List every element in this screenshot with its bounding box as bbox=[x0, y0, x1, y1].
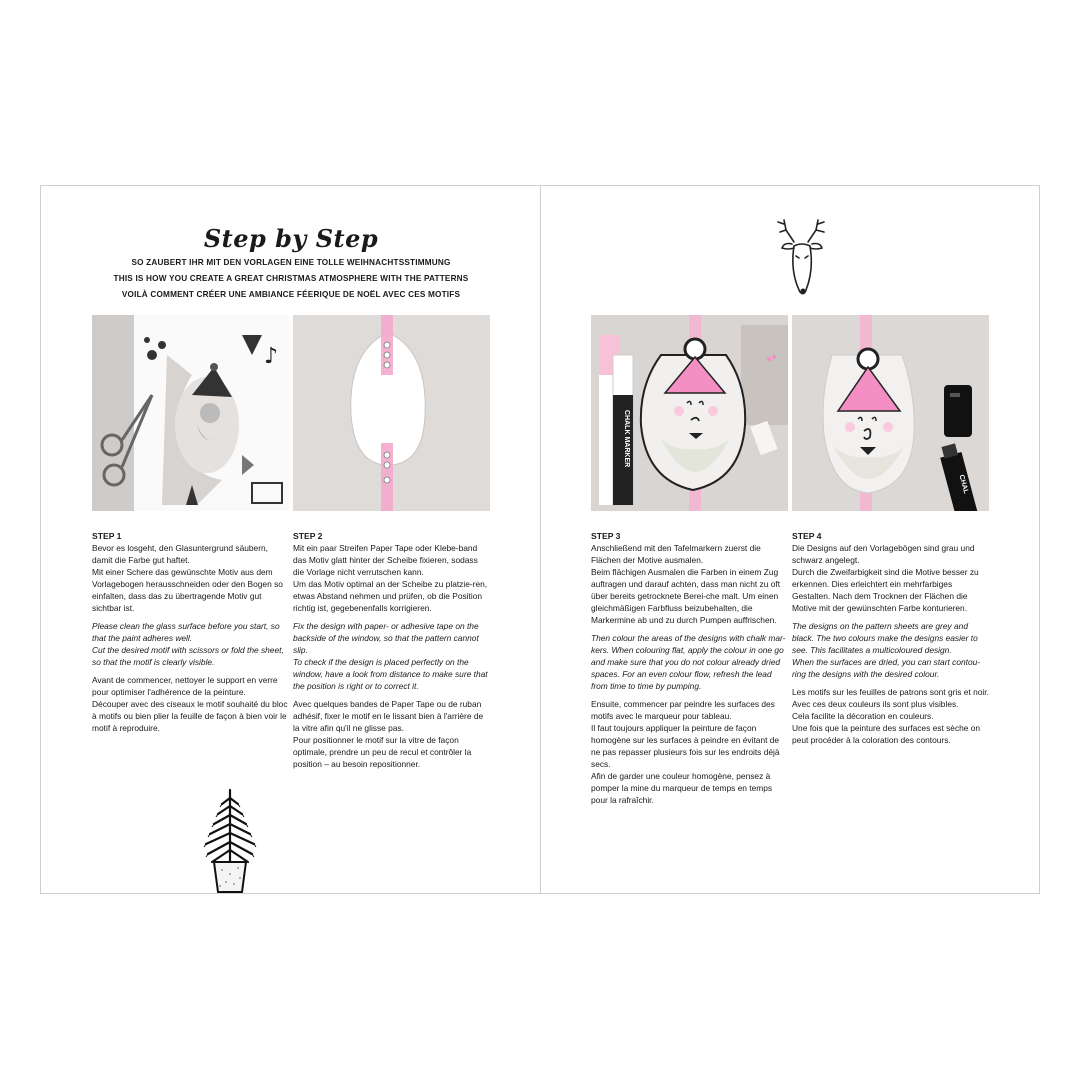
subtitle-english: THIS IS HOW YOU CREATE A GREAT CHRISTMAS ATMOSPHERE WITH THE PATTERNS bbox=[113, 274, 469, 283]
marker-label-short: CHAL bbox=[957, 474, 970, 495]
step3-photo bbox=[591, 315, 788, 511]
subtitle-german: SO ZAUBERT IHR MIT DEN VORLAGEN EINE TOLLE WEIHNACHTSSTIMMUNG bbox=[131, 258, 451, 267]
step-1-french: Avant de commencer, nettoyer le support en verre pour optimiser l'adhérence de la peinture. Découper avec des ciseaux le motif souhaité du bloc à motifs ou bien plier la feuille de façon à bien voir le motif à reproduire. bbox=[92, 675, 288, 733]
step-3-heading: STEP 3 bbox=[591, 531, 621, 541]
page-gutter bbox=[540, 185, 541, 894]
step-4 bbox=[792, 530, 989, 752]
step2-photo bbox=[293, 315, 490, 511]
step-3 bbox=[591, 530, 788, 812]
subtitle-french: VOILÀ COMMENT CRÉER UNE AMBIANCE FÉERIQUE DE NOËL AVEC CES MOTIFS bbox=[121, 290, 461, 299]
step-3-french: Ensuite, commencer par peindre les surfaces des motifs avec le marqueur pour tableau. Il faut toujours appliquer la peinture de façon homogène sur les surfaces à peindre en évitant de ne pas repasser plusieurs fois sur les endroits déjà secs. Afin de garder une couleur homogène, pensez à pomper la mine du marqueur de temps en temps pour la rafraîchir. bbox=[591, 699, 780, 805]
reindeer-illustration bbox=[772, 212, 832, 302]
step-2-english: Fix the design with paper- or adhesive tape on the backside of the window, so that the pattern cannot slip. To check if the design is placed perfectly on the window, have a look from distance to make sure that the position is right or to correct it. bbox=[293, 621, 488, 691]
step-2-german: Mit ein paar Streifen Paper Tape oder Klebe-band das Motiv glatt hinter der Scheibe fixieren, sodass die Vorlage nicht verrutschen kann. Um das Motiv optimal an der Scheibe zu platzie-ren, etwas Abstand nehmen und prüfen, ob die Position richtig ist, gegebenenfalls korrigieren. bbox=[293, 543, 488, 613]
step1-photo bbox=[92, 315, 289, 511]
step-1-english: Please clean the glass surface before you start, so that the paint adheres well. Cut the desired motif with scissors or fold the sheet, so that the motif is clearly visible. bbox=[92, 621, 284, 667]
step-4-heading: STEP 4 bbox=[792, 531, 822, 541]
step-1-heading: STEP 1 bbox=[92, 531, 122, 541]
step-4-german: Die Designs auf den Vorlagebögen sind grau und schwarz angelegt. Durch die Zweifarbigkeit sind die Motive besser zu erkennen. Dies erleichtert ein mehrfarbiges Gestalten. Nach dem Trocknen der Flächen die Motive mit der gewünschten Farbe konturieren. bbox=[792, 543, 979, 613]
step-2-heading: STEP 2 bbox=[293, 531, 323, 541]
step-2 bbox=[293, 530, 490, 776]
step-1 bbox=[92, 530, 289, 740]
marker-label: CHALK MARKER bbox=[623, 410, 630, 468]
step-3-english: Then colour the areas of the designs with chalk mar-kers. When colouring flat, apply the colour in one go and make sure that you do not colour already dried spaces. For an even colour flow, refresh the lead from time to time by pumping. bbox=[591, 633, 786, 691]
step-4-english: The designs on the pattern sheets are grey and black. The two colours make the designs easier to see. This facilitates a multicoloured design. When the surfaces are dried, you can start contou-ring the designs with the desired colour. bbox=[792, 621, 981, 679]
page-title: Step by Step bbox=[203, 224, 379, 253]
step-2-french: Avec quelques bandes de Paper Tape ou de ruban adhésif, fixer le motif en le lissant bien à l'arrière de la vitre afin qu'il ne glisse pas. Pour positionner le motif sur la vitre de façon optimale, prendre un peu de recul et contrôler la position – au besoin repositionner. bbox=[293, 699, 484, 769]
potted-tree-illustration bbox=[200, 788, 260, 894]
step-1-german: Bevor es losgeht, den Glasuntergrund säubern, damit die Farbe gut haftet. Mit einer Schere das gewünschte Motiv aus dem Vorlagebogen herausschneiden oder den Bogen so einfalten, dass das zu übertragende Motiv gut sichtbar ist. bbox=[92, 543, 283, 613]
step-3-german: Anschließend mit den Tafelmarkern zuerst die Flächen der Motive ausmalen. Beim flächigen Ausmalen die Farben in einem Zug auftragen und darauf achten, dass man nicht zu oft über bereits getrocknete Berei-che malt. Um einen gleichmäßigen Farbfluss beizubehalten, die Markermine ab und zu durch Pumpen auffrischen. bbox=[591, 543, 781, 625]
svg-text:♪: ♪ bbox=[264, 344, 279, 369]
step4-photo bbox=[792, 315, 989, 511]
step-4-french: Les motifs sur les feuilles de patrons sont gris et noir. Avec ces deux couleurs ils sont plus visibles. Cela facilite la décoration en couleurs. Une fois que la peinture des surfaces est sèche on peut procéder à la coloration des contours. bbox=[792, 687, 989, 745]
